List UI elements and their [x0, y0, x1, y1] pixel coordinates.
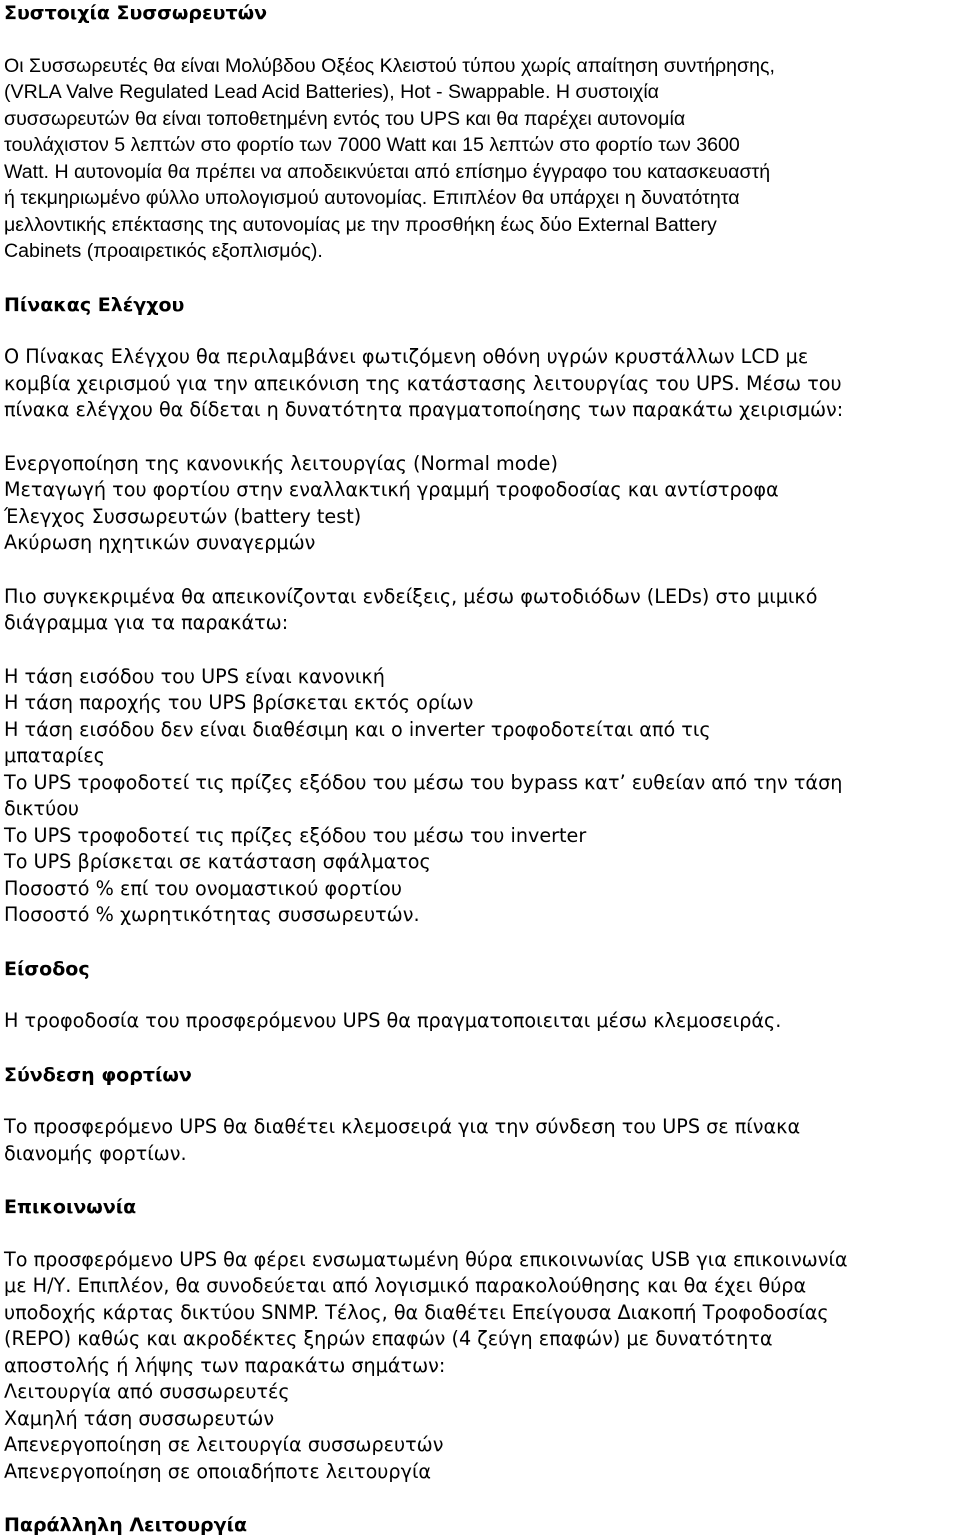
- operations-list: [4, 451, 956, 557]
- list-item: Χαμηλή τάση συσσωρευτών: [4, 1406, 275, 1430]
- section-title-load-connection: Σύνδεση φορτίων: [4, 1063, 192, 1086]
- list-item: Το UPS τροφοδοτεί τις πρίζες εξόδου του μέσω του bypass κατ’ ευθείαν από την τάση: [4, 770, 843, 794]
- list-item: Η τάση εισόδου του UPS είναι κανονική: [4, 664, 385, 688]
- load-connection-paragraph: [4, 1114, 956, 1167]
- document-page: [4, 0, 956, 1539]
- section-title-communication: Επικοινωνία: [4, 1196, 137, 1218]
- indications-list: [4, 664, 956, 929]
- text-line: (REPO) καθώς και ακροδέκτες ξηρών επαφών (4 ζεύγη επαφών) με δυνατότητα: [4, 1327, 773, 1350]
- text-line: υποδοχής κάρτας δικτύου SNMP. Τέλος, θα διαθέτει Επείγουσα Διακοπή Τροφοδοσίας: [4, 1300, 829, 1324]
- list-item: Έλεγχος Συσσωρευτών (battery test): [4, 504, 362, 528]
- list-item: μπαταρίες: [4, 744, 105, 767]
- section-title-control-panel: Πίνακας Ελέγχου: [4, 293, 185, 316]
- text-line: αποστολής ή λήψης των παρακάτω σημάτων:: [4, 1353, 446, 1377]
- list-item: Το UPS τροφοδοτεί τις πρίζες εξόδου του μέσω του inverter: [4, 823, 587, 847]
- list-item: Απενεργοποίηση σε οποιαδήποτε λειτουργία: [4, 1459, 432, 1483]
- text-line: ή τεκμηριωμένο φύλλο υπολογισμού αυτονομίας. Επιπλέον θα υπάρχει η δυνατότητα: [4, 187, 740, 209]
- section-title-input: Είσοδος: [4, 957, 90, 980]
- text-line: κομβία χειρισμού για την απεικόνιση της κατάστασης λειτουργίας του UPS. Μέσω του: [4, 371, 842, 395]
- input-paragraph: [4, 1008, 956, 1035]
- text-line: τουλάχιστον 5 λεπτών στο φορτίο των 7000 Watt και 15 λεπτών στο φορτίο των 3600: [4, 134, 740, 156]
- text-line: συσσωρευτών θα είναι τοποθετημένη εντός του UPS και θα παρέχει αυτονομία: [4, 107, 686, 130]
- text-line: πίνακα ελέγχου θα δίδεται η δυνατότητα πραγματοποίησης των παρακάτω χειρισμών:: [4, 398, 844, 421]
- text-line: με Η/Υ. Επιπλέον, θα συνοδεύεται από λογισμικό παρακολούθησης και θα έχει θύρα: [4, 1274, 807, 1297]
- communication-paragraph: [4, 1247, 956, 1380]
- text-line: Ο Πίνακας Ελέγχου θα περιλαμβάνει φωτιζόμενη οθόνη υγρών κρυστάλλων LCD με: [4, 345, 809, 368]
- control-panel-intro: [4, 344, 956, 424]
- text-line: Cabinets (προαιρετικός εξοπλισμός).: [4, 240, 323, 262]
- list-item: δικτύου: [4, 797, 80, 820]
- batteries-paragraph: [4, 53, 956, 265]
- text-line: Το προσφερόμενο UPS θα φέρει ενσωματωμένη θύρα επικοινωνίας USB για επικοινωνία: [4, 1247, 848, 1271]
- text-line: διανομής φορτίων.: [4, 1141, 187, 1165]
- list-item: Λειτουργία από συσσωρευτές: [4, 1380, 290, 1403]
- text-line: Οι Συσσωρευτές θα είναι Μολύβδου Οξέος Κλειστού τύπου χωρίς απαίτηση συντήρησης,: [4, 54, 775, 77]
- text-line: μελλοντικής επέκτασης της αυτονομίας με την προσθήκη έως δύο External Battery: [4, 213, 717, 236]
- section-title-batteries: Συστοιχία Συσσωρευτών: [4, 2, 268, 24]
- list-item: Μεταγωγή του φορτίου στην εναλλακτική γραμμή τροφοδοσίας και αντίστροφα: [4, 478, 779, 501]
- list-item: Ποσοστό % επί του ονομαστικού φορτίου: [4, 876, 402, 900]
- list-item: Απενεργοποίηση σε λειτουργία συσσωρευτών: [4, 1433, 444, 1456]
- text-line: Watt. Η αυτονομία θα πρέπει να αποδεικνύεται από επίσημο έγγραφο του κατασκευαστή: [4, 160, 771, 183]
- signals-list: [4, 1379, 956, 1485]
- list-item: Η τάση εισόδου δεν είναι διαθέσιμη και ο inverter τροφοδοτείται από τις: [4, 717, 711, 741]
- text-line: (VRLA Valve Regulated Lead Acid Batteries), Hot - Swappable. Η συστοιχία: [4, 81, 660, 103]
- text-line: διάγραμμα για τα παρακάτω:: [4, 611, 289, 634]
- list-item: Η τάση παροχής του UPS βρίσκεται εκτός ορίων: [4, 691, 474, 714]
- leds-intro: [4, 584, 956, 637]
- text-line: Πιο συγκεκριμένα θα απεικονίζονται ενδείξεις, μέσω φωτοδιόδων (LEDs) στο μιμικό: [4, 584, 818, 608]
- list-item: Το UPS βρίσκεται σε κατάσταση σφάλματος: [4, 850, 431, 873]
- text-line: Η τροφοδοσία του προσφερόμενου UPS θα πραγματοποιειται μέσω κλεμοσειράς.: [4, 1009, 782, 1032]
- list-item: Ακύρωση ηχητικών συναγερμών: [4, 531, 316, 554]
- section-title-parallel: Παράλληλη Λειτουργία: [4, 1514, 248, 1536]
- list-item: Ποσοστό % χωρητικότητας συσσωρευτών.: [4, 903, 420, 926]
- text-line: Το προσφερόμενο UPS θα διαθέτει κλεμοσειρά για την σύνδεση του UPS σε πίνακα: [4, 1115, 801, 1138]
- list-item: Ενεργοποίηση της κανονικής λειτουργίας (Normal mode): [4, 451, 558, 475]
